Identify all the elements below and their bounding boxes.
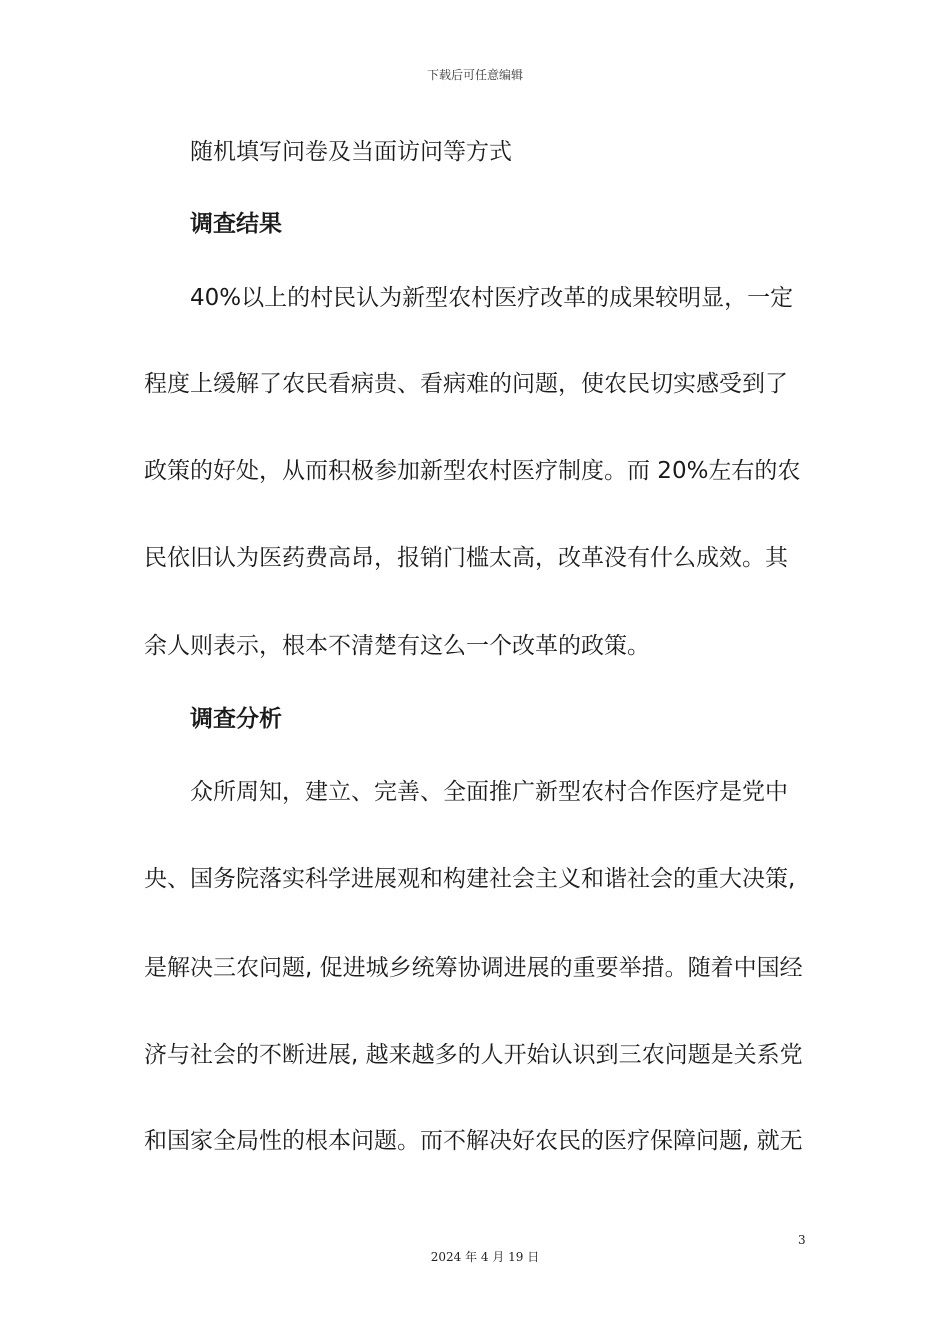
paragraph-line: 余人则表示，根本不清楚有这么一个改革的政策。 [144,633,650,659]
paragraph-line: 随机填写问卷及当面访问等方式 [190,139,512,165]
paragraph-line: 程度上缓解了农民看病贵、看病难的问题，使农民切实感受到了 [144,371,788,397]
page-header: 下载后可任意编辑 [426,68,523,82]
paragraph-line: 政策的好处，从而积极参加新型农村医疗制度。而 20%左右的农 [144,458,801,484]
paragraph-line: 40%以上的村民认为新型农村医疗改革的成果较明显，一定 [190,285,794,311]
paragraph-line: 是解决三农问题, 促进城乡统筹协调进展的重要举措。随着中国经 [144,955,803,981]
section-heading-analysis: 调查分析 [190,706,282,732]
section-heading-results: 调查结果 [190,211,282,237]
footer-date: 2024 年 4 月 19 日 [430,1250,540,1264]
paragraph-line: 众所周知，建立、完善、全面推广新型农村合作医疗是党中 [190,779,788,805]
paragraph-line: 济与社会的不断进展, 越来越多的人开始认识到三农问题是关系党 [144,1042,803,1068]
paragraph-line: 央、国务院落实科学进展观和构建社会主义和谐社会的重大决策, [144,866,796,892]
page-number: 3 [798,1233,806,1247]
paragraph-line: 和国家全局性的根本问题。而不解决好农民的医疗保障问题, 就无 [144,1128,803,1154]
paragraph-line: 民依旧认为医药费高昂，报销门槛太高，改革没有什么成效。其 [144,545,788,571]
